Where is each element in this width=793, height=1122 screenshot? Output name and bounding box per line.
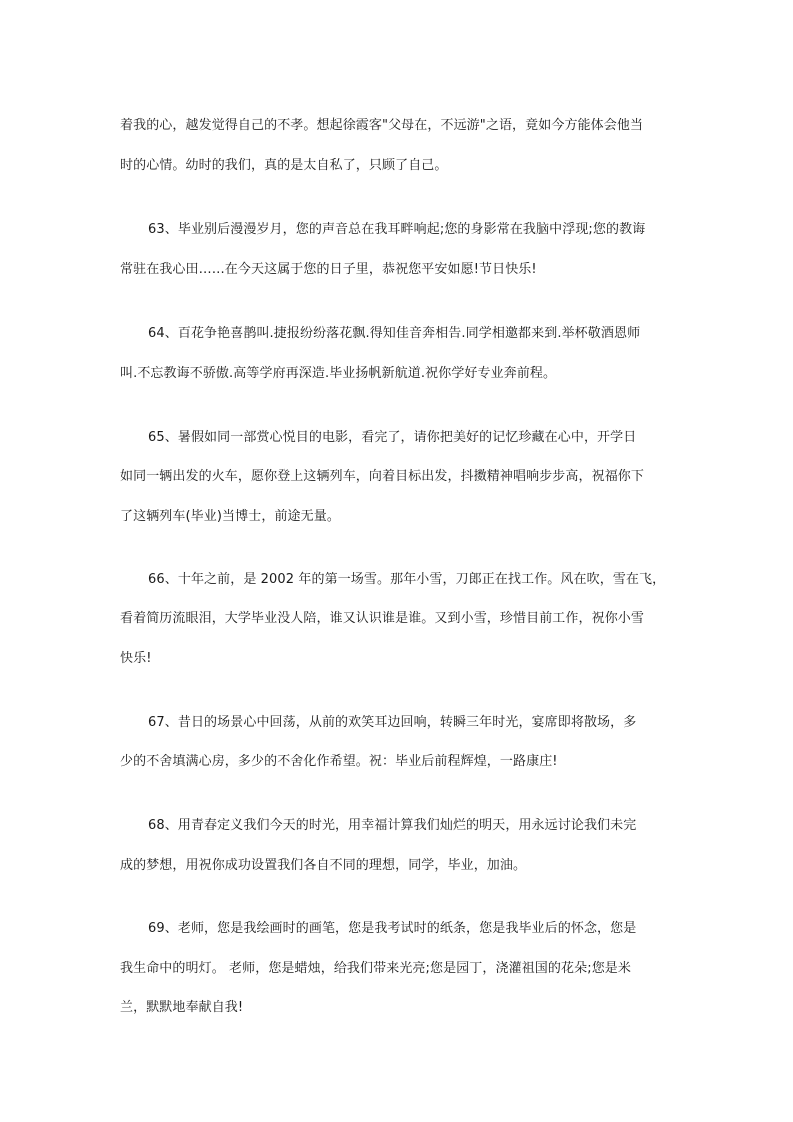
paragraph-67-line-2: 少的不舍填满心房，多少的不舍化作希望。祝：毕业后前程辉煌，一路康庄!: [120, 754, 558, 769]
paragraph-68-line-2: 成的梦想，用祝你成功设置我们各自不同的理想，同学，毕业，加油。: [120, 858, 527, 873]
paragraph-66-line-1: 66、十年之前，是 2002 年的第一场雪。那年小雪，刀郎正在找工作。风在吹，雪在飞，: [148, 572, 666, 587]
paragraph-65-line-2: 如同一辆出发的火车，愿你登上这辆列车，向着目标出发，抖擞精神唱响步步高，祝福你下: [120, 469, 645, 484]
paragraph-65-line-1: 65、暑假如同一部赏心悦目的电影，看完了，请你把美好的记忆珍藏在心中，开学日: [148, 430, 637, 445]
paragraph-66-line-2: 看着简历流眼泪，大学毕业没人陪，谁又认识谁是谁。又到小雪，珍惜目前工作，祝你小雪: [120, 611, 645, 626]
paragraph-67-line-1: 67、昔日的场景心中回荡，从前的欢笑耳边回响，转瞬三年时光，宴席即将散场，多: [148, 715, 637, 730]
paragraph-63-line-1: 63、毕业别后漫漫岁月，您的声音总在我耳畔响起;您的身影常在我脑中浮现;您的教诲: [148, 222, 646, 237]
paragraph-65-line-3: 了这辆列车(毕业)当博士，前途无量。: [120, 509, 340, 524]
text-line: 着我的心，越发觉得自己的不孝。想起徐霞客"父母在，不远游"之语，竟如今方能体会他当: [120, 118, 644, 133]
paragraph-69-line-3: 兰，默默地奉献自我!: [120, 1000, 244, 1015]
text-line: 时的心情。幼时的我们，真的是太自私了，只顾了自己。: [120, 158, 448, 173]
paragraph-64-line-1: 64、百花争艳喜鹊叫.捷报纷纷落花飘.得知佳音奔相告.同学相邀都来到.举杯敬酒恩师: [148, 326, 641, 341]
paragraph-69-line-1: 69、老师，您是我绘画时的画笔，您是我考试时的纸条，您是我毕业后的怀念，您是: [148, 921, 637, 936]
paragraph-63-line-2: 常驻在我心田……在今天这属于您的日子里，恭祝您平安如愿!节日快乐!: [120, 262, 537, 277]
paragraph-68-line-1: 68、用青春定义我们今天的时光，用幸福计算我们灿烂的明天，用永远讨论我们未完: [148, 818, 637, 833]
paragraph-69-line-2: 我生命中的明灯。 老师，您是蜡烛，给我们带来光亮;您是园丁，浇灌祖国的花朵;您是米: [120, 961, 631, 976]
paragraph-66-line-3: 快乐!: [120, 651, 152, 666]
paragraph-64-line-2: 叫.不忘教诲不骄傲.高等学府再深造.毕业扬帆新航道.祝你学好专业奔前程。: [120, 366, 557, 381]
